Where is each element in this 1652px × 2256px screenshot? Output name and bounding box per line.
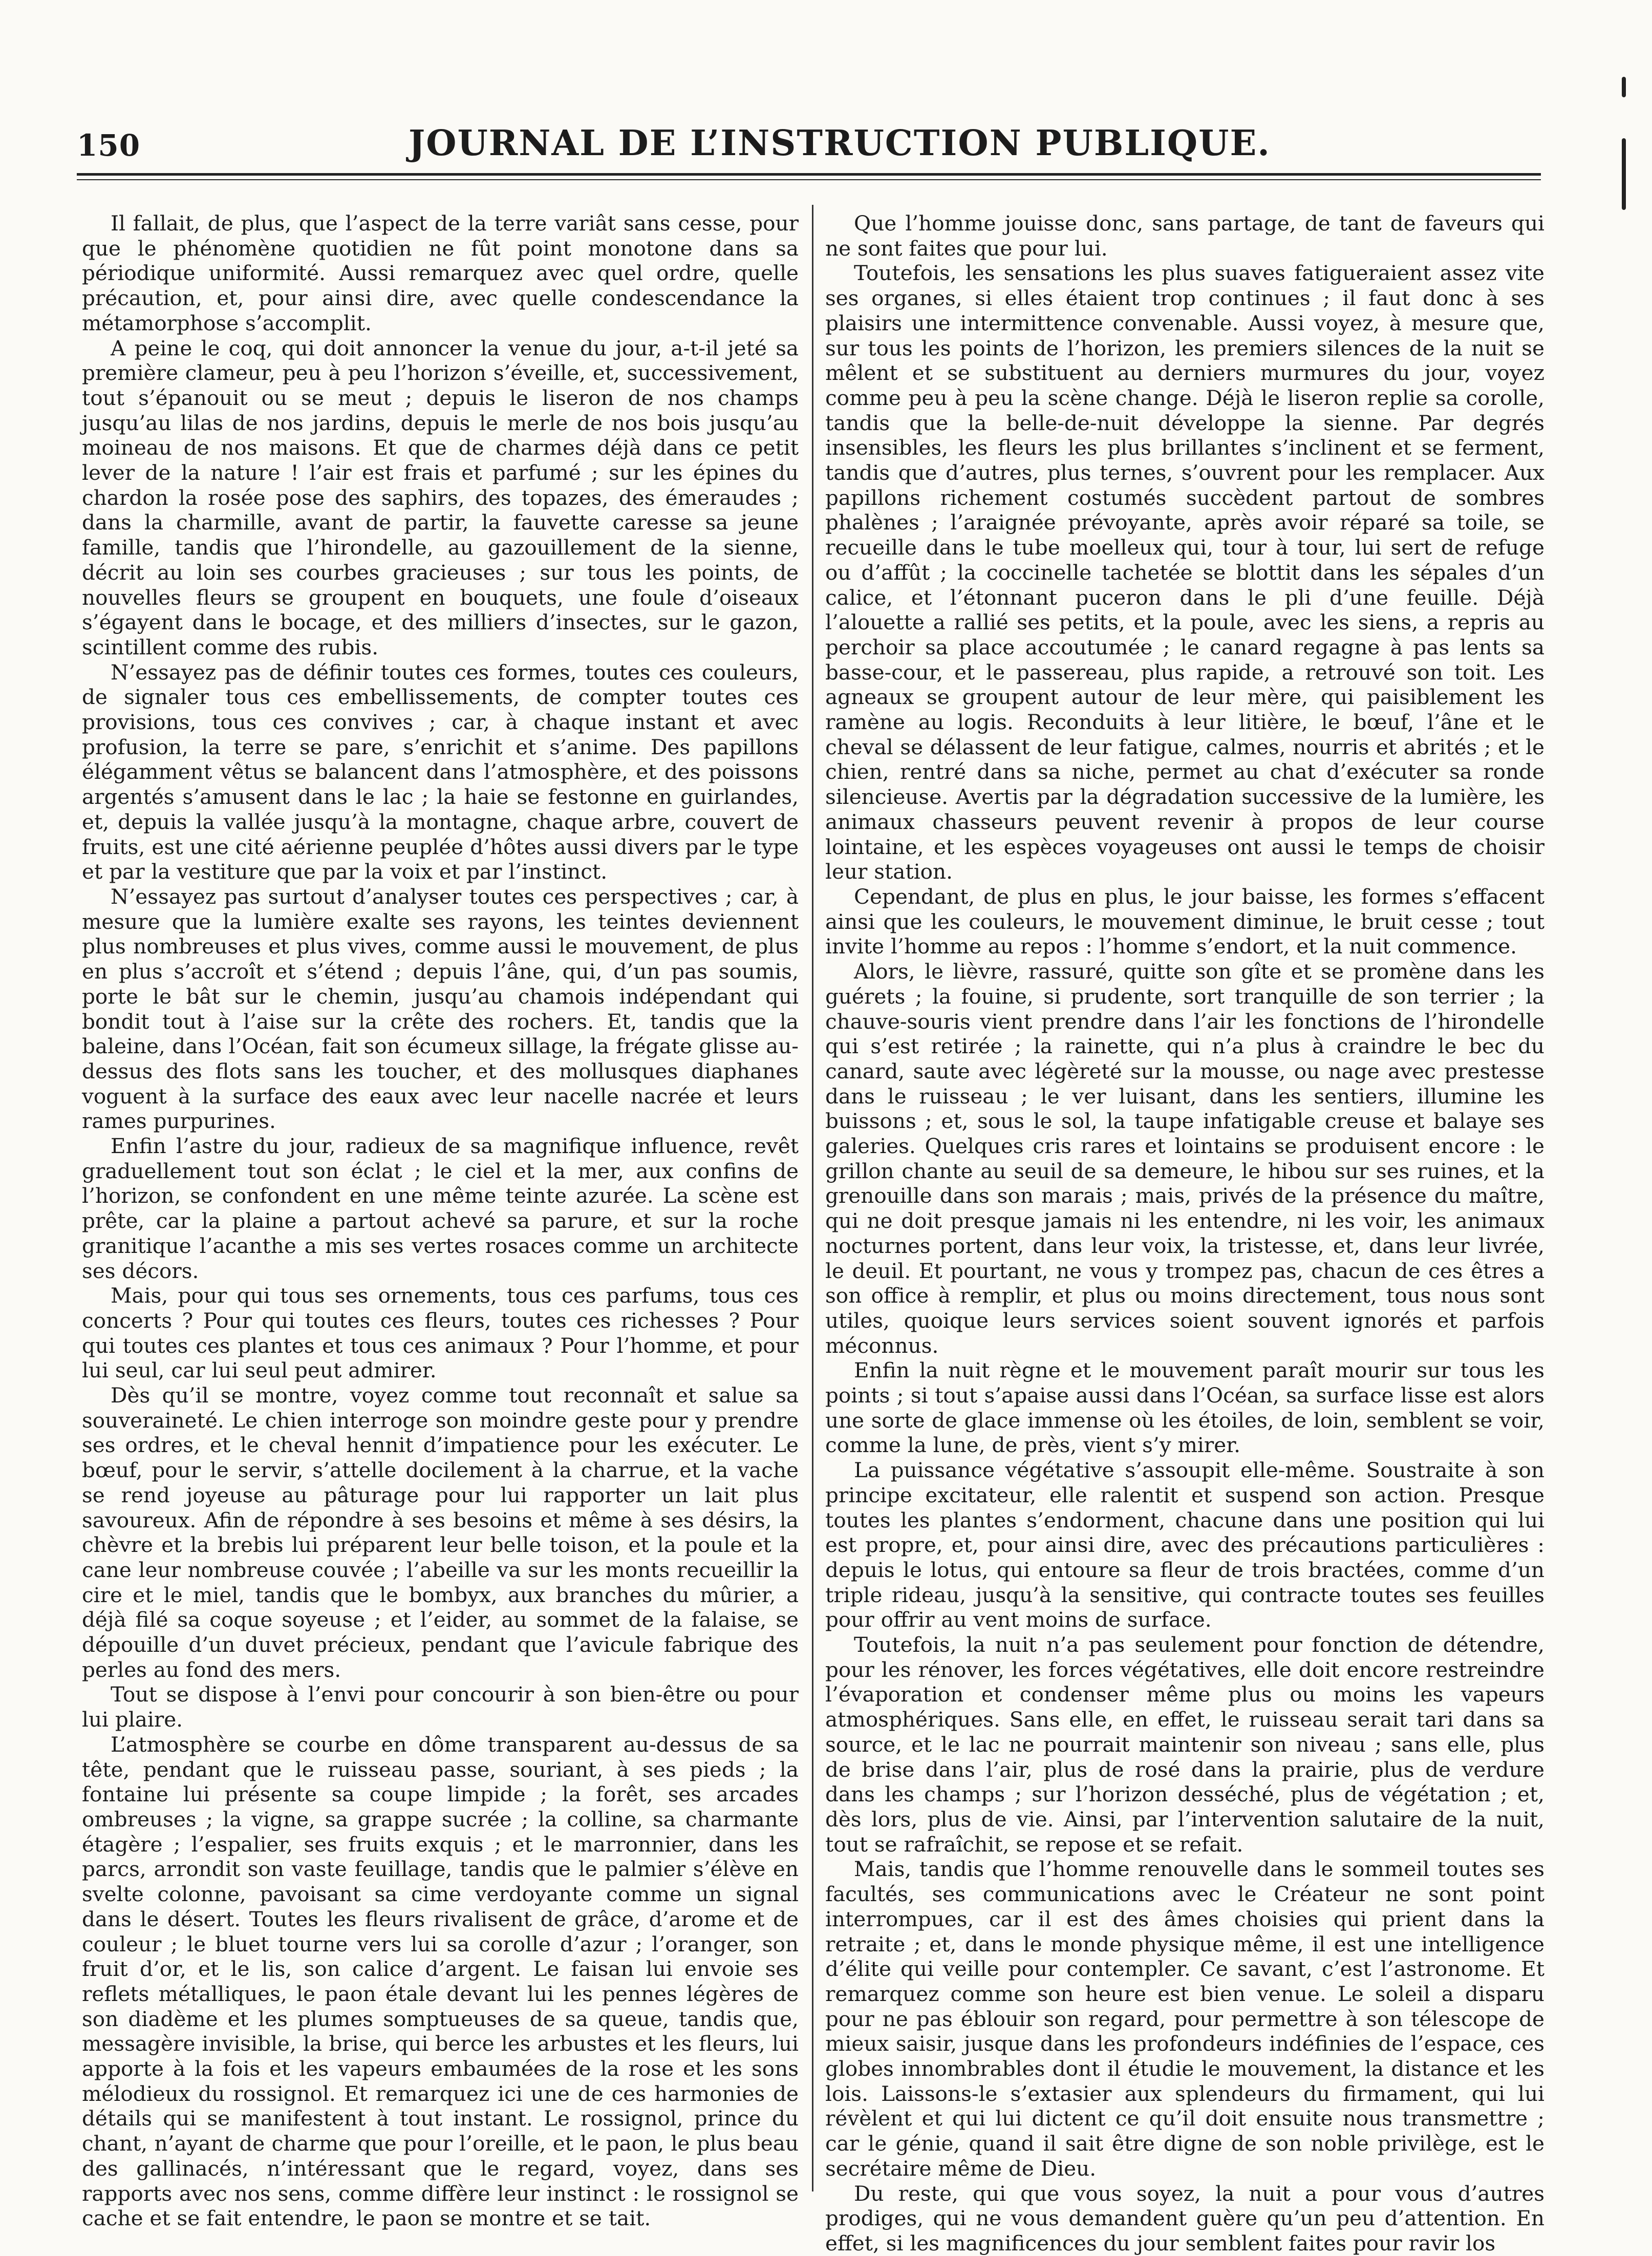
paragraph: Cependant, de plus en plus, le jour baisse, les formes s’effacent ainsi que les couleurs, le mouvement diminue, le bruit cesse ; tout invite l’homme au repos : l’homme s’endort, et la nuit commence.	[825, 884, 1544, 959]
paragraph: Que l’homme jouisse donc, sans partage, de tant de faveurs qui ne sont faites que pour lui.	[825, 211, 1544, 261]
paragraph: Alors, le lièvre, rassuré, quitte son gîte et se promène dans les guérets ; la fouine, si prudente, sort tranquille de son terrier ; la chauve-souris vient prendre dans l’air les fonctions de l’hirondelle qui s’est retirée ; la rainette, qui n’a plus à craindre le bec du canard, saute avec légèreté sur la mousse, ou nage avec prestesse dans le ruisseau ; le ver luisant, dans les sentiers, illumine les buissons ; et, sous le sol, la taupe infatigable creuse et balaye ses galeries. Quelques cris rares et lointains se produisent encore : le grillon chante au seuil de sa demeure, le hibou sur ses ruines, et la grenouille dans son marais ; mais, privés de la présence du maître, qui ne doit presque jamais ni les entendre, ni les voir, les animaux nocturnes portent, dans leur voix, la tristesse, et, dans leur livrée, le deuil. Et pourtant, ne vous y trompez pas, chacun de ces êtres a son office à remplir, et plus ou moins directement, tous nous sont utiles, quoique leurs services soient souvent ignorés et parfois méconnus.	[825, 959, 1544, 1358]
paragraph: Enfin l’astre du jour, radieux de sa magnifique influence, revêt graduellement tout son éclat ; le ciel et la mer, aux confins de l’horizon, se confondent en une même teinte azurée. La scène est prête, car la plaine a partout achevé sa parure, et sur la roche granitique l’acanthe a mis ses vertes rosaces comme un architecte ses décors.	[82, 1134, 799, 1283]
running-title: JOURNAL DE L’INSTRUCTION PUBLIQUE.	[409, 123, 1271, 164]
page-header	[77, 118, 1541, 174]
right-column	[825, 211, 1544, 2255]
header-rule-thin	[77, 179, 1541, 180]
paragraph: Du reste, qui que vous soyez, la nuit a pour vous d’autres prodiges, qui ne vous demandent guère qu’un peu d’attention. En effet, si les magnificences du jour semblent faites pour ravir los	[825, 2181, 1544, 2255]
paragraph: Il fallait, de plus, que l’aspect de la terre variât sans cesse, pour que le phénomène quotidien ne fût point monotone dans sa périodique uniformité. Aussi remarquez avec quel ordre, quelle précaution, et, pour ainsi dire, avec quelle condescendance la métamorphose s’accomplit.	[82, 211, 799, 335]
paragraph: Toutefois, les sensations les plus suaves fatigueraient assez vite ses organes, si elles étaient trop continues ; il faut donc à ses plaisirs une intermittence convenable. Aussi voyez, à mesure que, sur tous les points de l’horizon, les premiers silences de la nuit se mêlent et se substituent au derniers murmures du jour, voyez comme peu à peu la scène change. Déjà le liseron replie sa corolle, tandis que la belle-de-nuit développe la sienne. Par degrés insensibles, les fleurs les plus brillantes s’inclinent et se ferment, tandis que d’autres, plus ternes, s’ouvrent pour les remplacer. Aux papillons richement costumés succèdent partout de sombres phalènes ; l’araignée prévoyante, après avoir réparé sa toile, se recueille dans le tube moelleux qui, tour à tour, lui sert de refuge ou d’affût ; la coccinelle tachetée se blottit dans les sépales d’un calice, et l’étonnant puceron dans le pli d’une feuille. Déjà l’alouette a rallié ses petits, et la poule, avec les siens, a repris au perchoir sa place accoutumée ; le canard regagne à pas lents sa basse-cour, et le passereau, plus rapide, a retrouvé son toit. Les agneaux se groupent autour de leur mère, qui paisiblement les ramène au logis. Reconduits à leur litière, le bœuf, l’âne et le cheval se délassent de leur fatigue, calmes, nourris et abrités ; et le chien, rentré dans sa niche, permet au chat d’exécuter sa ronde silencieuse. Avertis par la dégradation successive de la lumière, les animaux chasseurs peuvent revenir à propos de leur course lointaine, et les espèces voyageuses ont aussi le temps de choisir leur station.	[825, 261, 1544, 884]
paragraph: A peine le coq, qui doit annoncer la venue du jour, a-t-il jeté sa première clameur, peu à peu l’horizon s’éveille, et, successivement, tout s’épanouit ou se meut ; depuis le liseron de nos champs jusqu’au lilas de nos jardins, depuis le merle de nos bois jusqu’au moineau de nos maisons. Et que de charmes déjà dans ce petit lever de la nature ! l’air est frais et parfumé ; sur les épines du chardon la rosée pose des saphirs, des topazes, des émeraudes ; dans la charmille, avant de partir, la fauvette caresse sa jeune famille, tandis que l’hirondelle, au gazouillement de la sienne, décrit au loin ses courbes gracieuses ; sur tous les points, de nouvelles fleurs se groupent en bouquets, une foule d’oiseaux s’égayent dans le bocage, et des milliers d’insectes, sur le gazon, scintillent comme des rubis.	[82, 335, 799, 659]
paragraph: Mais, tandis que l’homme renouvelle dans le sommeil toutes ses facultés, ses communications avec le Créateur ne sont point interrompues, car il est des âmes choisies qui prient dans la retraite ; et, dans le monde physique même, il est une intelligence d’élite qui veille pour contempler. Ce savant, c’est l’astronome. Et remarquez comme son heure est bien venue. Le soleil a disparu pour ne pas éblouir son regard, pour permettre à son télescope de mieux saisir, jusque dans les profondeurs indéfinies de l’espace, ces globes innombrables dont il étudie le mouvement, la distance et les lois. Laissons-le s’extasier aux splendeurs du firmament, qui lui révèlent et qui lui dictent ce qu’il doit ensuite nous transmettre ; car le génie, quand il sait être digne de son noble privilège, est le secrétaire même de Dieu.	[825, 1857, 1544, 2181]
header-rule-thick	[77, 173, 1541, 176]
paragraph: N’essayez pas de définir toutes ces formes, toutes ces couleurs, de signaler tous ces embellissements, de compter toutes ces provisions, tous ces convives ; car, à chaque instant et avec profusion, la terre se pare, s’enrichit et s’anime. Des papillons élégamment vêtus se balancent dans l’atmosphère, et des poissons argentés s’amusent dans le lac ; la haie se festonne en guirlandes, et, depuis la vallée jusqu’à la montagne, chaque arbre, couvert de fruits, est une cité aérienne peuplée d’hôtes aussi divers par le type et par la vestiture que par la voix et par l’instinct.	[82, 659, 799, 884]
paragraph: N’essayez pas surtout d’analyser toutes ces perspectives ; car, à mesure que la lumière exalte ses rayons, les teintes deviennent plus nombreuses et plus vives, comme aussi le mouvement, de plus en plus s’accroît et s’étend ; depuis l’âne, qui, d’un pas soumis, porte le bât sur le chemin, jusqu’au chamois indépendant qui bondit tout à l’aise sur la crête des rochers. Et, tandis que la baleine, dans l’Océan, fait son écumeux sillage, la frégate glisse au-dessus des flots sans les toucher, et des mollusques diaphanes voguent à la surface des eaux avec leur nacelle nacrée et leurs rames purpurines.	[82, 884, 799, 1134]
paragraph: Mais, pour qui tous ses ornements, tous ces parfums, tous ces concerts ? Pour qui toutes ces fleurs, toutes ces richesses ? Pour qui toutes ces plantes et tous ces animaux ? Pour l’homme, et pour lui seul, car lui seul peut admirer.	[82, 1283, 799, 1383]
paragraph: Toutefois, la nuit n’a pas seulement pour fonction de détendre, pour les rénover, les forces végétatives, elle doit encore restreindre l’évaporation et condenser même plus ou moins les vapeurs atmosphériques. Sans elle, en effet, le ruisseau serait tari dans sa source, et le lac ne pourrait maintenir son niveau ; sans elle, plus de brise dans l’air, plus de rosé dans la prairie, plus de verdure dans les champs ; sur l’horizon desséché, plus de végétation ; et, dès lors, plus de vie. Ainsi, par l’intervention salutaire de la nuit, tout se rafraîchit, se repose et se refait.	[825, 1632, 1544, 1857]
paragraph: Tout se dispose à l’envi pour concourir à son bien-être ou pour lui plaire.	[82, 1682, 799, 1732]
column-divider	[812, 205, 813, 2191]
paragraph: La puissance végétative s’assoupit elle-même. Soustraite à son principe excitateur, elle ralentit et suspend son action. Presque toutes les plantes s’endorment, chacune dans une position qui lui est propre, et, pour ainsi dire, avec des précautions particulières : depuis le lotus, qui entoure sa fleur de trois bractées, comme d’un triple rideau, jusqu’à la sensitive, qui contracte toutes ses feuilles pour offrir au vent moins de surface.	[825, 1458, 1544, 1632]
scan-mark	[1622, 77, 1626, 97]
paragraph: Enfin la nuit règne et le mouvement paraît mourir sur tous les points ; si tout s’apaise aussi dans l’Océan, sa surface lisse est alors une sorte de glace immense où les étoiles, de loin, semblent se voir, comme la lune, de près, vient s’y mirer.	[825, 1358, 1544, 1458]
left-column	[82, 211, 799, 2231]
paragraph: Dès qu’il se montre, voyez comme tout reconnaît et salue sa souveraineté. Le chien interroge son moindre geste pour y prendre ses ordres, et le cheval hennit d’impatience pour les exécuter. Le bœuf, pour le servir, s’attelle docilement à la charrue, et la vache se rend joyeuse au pâturage pour lui rapporter un lait plus savoureux. Afin de répondre à ses besoins et même à ses désirs, la chèvre et la brebis lui préparent leur belle toison, et la poule et la cane leur nombreuse couvée ; l’abeille va sur les monts recueillir la cire et le miel, tandis que le bombyx, aux branches du mûrier, a déjà filé sa coque soyeuse ; et l’eider, au sommet de la falaise, se dépouille d’un duvet précieux, pendant que l’avicule fabrique des perles au fond des mers.	[82, 1383, 799, 1682]
scan-edge-marks	[1622, 77, 1628, 210]
paragraph: L’atmosphère se courbe en dôme transparent au-dessus de sa tête, pendant que le ruisseau passe, souriant, à ses pieds ; la fontaine lui présente sa coupe limpide ; la forêt, ses arcades ombreuses ; la vigne, sa grappe sucrée ; la colline, sa charmante étagère ; l’espalier, ses fruits exquis ; et le marronnier, dans les parcs, arrondit son vaste feuillage, tandis que le palmier s’élève en svelte colonne, pavoisant sa cime verdoyante comme un signal dans le désert. Toutes les fleurs rivalisent de grâce, d’arome et de couleur ; le bluet tourne vers lui sa corolle d’azur ; l’oranger, son fruit d’or, et le lis, son calice d’argent. Le faisan lui envoie ses reflets métalliques, le paon étale devant lui les pennes légères de son diadème et les plumes somptueuses de sa queue, tandis que, messagère invisible, la brise, qui berce les arbustes et les fleurs, lui apporte à la fois et les vapeurs embaumées de la rose et les sons mélodieux du rossignol. Et remarquez ici une de ces harmonies de détails qui se manifestent à tout instant. Le rossignol, prince du chant, n’ayant de charme que pour l’oreille, et le paon, le plus beau des gallinacés, n’intéressant que le regard, voyez, dans ses rapports avec nos sens, comme diffère leur instinct : le rossignol se cache et se fait entendre, le paon se montre et se tait.	[82, 1732, 799, 2231]
scan-mark	[1622, 138, 1626, 210]
page-number: 150	[77, 128, 141, 163]
